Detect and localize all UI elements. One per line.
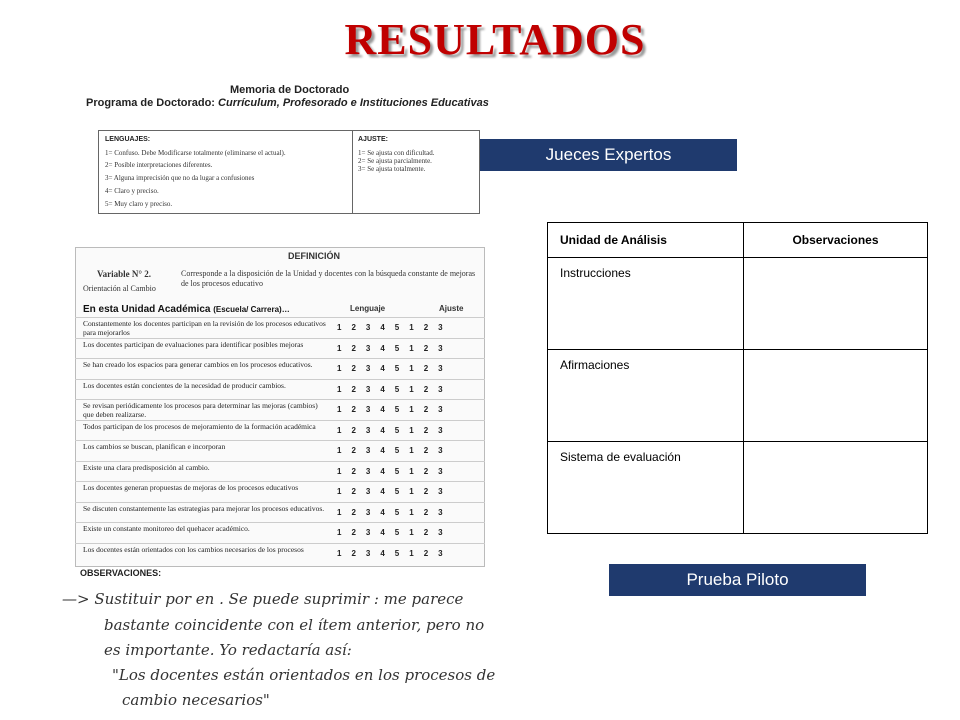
questionnaire-item: Los docentes están concientes de la necesidad de producir cambios. <box>83 380 286 390</box>
row-observation[interactable] <box>744 442 928 534</box>
handwriting-line-4: "Los docentes están orientados en los procesos de <box>112 666 496 684</box>
observaciones-heading: OBSERVACIONES: <box>80 568 162 578</box>
rating-scale: 12345123 <box>337 446 453 455</box>
rating-scale: 12345123 <box>337 384 453 394</box>
handwriting-line-1: —> Sustituir por en . Se puede suprimir : me parece <box>62 590 464 608</box>
scale-legend <box>98 130 480 214</box>
rating-scale: 12345123 <box>337 323 453 332</box>
row-observation[interactable] <box>744 350 928 442</box>
item-divider <box>75 379 485 380</box>
definicion-heading: DEFINICIÓN <box>288 251 341 261</box>
item-divider <box>75 317 485 318</box>
item-divider <box>75 522 485 523</box>
rating-scale: 12345123 <box>337 507 453 517</box>
table-header-row <box>548 223 928 258</box>
rating-scale: 12345123 <box>337 548 453 558</box>
scale-divider <box>352 131 353 213</box>
analysis-table <box>547 222 928 534</box>
item-divider <box>75 338 485 339</box>
memoria-heading: Memoria de Doctorado <box>230 84 350 96</box>
lenguaje-1: 1= Confuso. Debe Modificarse totalmente (eliminarse el actual). <box>105 149 286 157</box>
item-divider <box>75 440 485 441</box>
lenguaje-5: 5= Muy claro y preciso. <box>105 200 173 208</box>
unit-heading <box>83 304 290 315</box>
handwriting-line-5: cambio necesarios" <box>122 691 270 709</box>
table-row <box>548 350 928 442</box>
table-row <box>548 258 928 350</box>
variable-label: Variable N° 2. <box>97 269 152 279</box>
header-observaciones: Observaciones <box>744 223 928 258</box>
lenguaje-2: 2= Posible interpretaciones diferentes. <box>105 161 213 169</box>
row-unit: Instrucciones <box>548 258 744 350</box>
variable-name: Orientación al Cambio <box>83 284 156 293</box>
ajuste-1: 1= Se ajusta con dificultad. <box>358 149 435 157</box>
questionnaire-item: Se discuten constantemente las estrategias para mejorar los procesos educativos. <box>83 503 325 513</box>
program-line <box>86 97 489 109</box>
slide-title: RESULTADOS <box>344 15 646 64</box>
questionnaire-item: Se revisan periódicamente los procesos para determinar las mejoras (cambios) que deben realizarse. <box>83 401 318 419</box>
rating-scale: 12345123 <box>337 487 453 496</box>
rating-scale: 12345123 <box>337 528 453 537</box>
item-divider <box>75 358 485 359</box>
lenguajes-title: LENGUAJES: <box>105 136 151 143</box>
questionnaire-item: Los docentes participan de evaluaciones para identificar posibles mejoras <box>83 339 304 349</box>
variable-description: Corresponde a la disposición de la Unidad y docentes con la búsqueda constante de mejoras de los procesos educativo <box>181 269 476 288</box>
item-divider <box>75 461 485 462</box>
rating-scale: 12345123 <box>337 466 453 476</box>
rating-scale: 12345123 <box>337 425 453 435</box>
prueba-piloto-label: Prueba Piloto <box>609 564 866 596</box>
table-row <box>548 442 928 534</box>
ajuste-3: 3= Se ajusta totalmente. <box>358 165 426 173</box>
ajuste-title: AJUSTE: <box>358 136 388 143</box>
unit-heading-text: En esta Unidad Académica <box>83 304 211 315</box>
handwriting-line-3: es importante. Yo redactaría así: <box>104 641 352 659</box>
row-observation[interactable] <box>744 258 928 350</box>
row-unit: Sistema de evaluación <box>548 442 744 534</box>
questionnaire-item: Se han creado los espacios para generar cambios en los procesos educativos. <box>83 360 313 369</box>
jueces-expertos-label: Jueces Expertos <box>480 139 737 171</box>
program-name: Currículum, Profesorado e Instituciones Educativas <box>218 97 489 109</box>
item-divider <box>75 399 485 400</box>
program-prefix: Programa de Doctorado: <box>86 97 215 109</box>
questionnaire-item: Los docentes están orientados con los cambios necesarios de los procesos <box>83 544 304 554</box>
questionnaire-scan <box>75 247 485 567</box>
item-divider <box>75 420 485 421</box>
header-unidad: Unidad de Análisis <box>548 223 744 258</box>
unit-heading-sub: (Escuela/ Carrera)… <box>213 305 290 314</box>
questionnaire-item: Los cambios se buscan, planifican e incorporan <box>83 442 226 451</box>
item-divider <box>75 543 485 544</box>
row-unit: Afirmaciones <box>548 350 744 442</box>
questionnaire-item: Existe una clara predisposición al cambio. <box>83 462 210 472</box>
ajuste-heading: Ajuste <box>439 304 464 313</box>
item-divider <box>75 481 485 482</box>
questionnaire-item: Existe un constante monitoreo del quehacer académico. <box>83 524 250 533</box>
questionnaire-item: Los docentes generan propuestas de mejoras de los procesos educativos <box>83 483 299 492</box>
lenguaje-heading: Lenguaje <box>350 304 386 313</box>
item-divider <box>75 502 485 503</box>
rating-scale: 12345123 <box>337 364 453 373</box>
questionnaire-item: Todos participan de los procesos de mejoramiento de la formación académica <box>83 421 316 431</box>
rating-scale: 12345123 <box>337 343 453 353</box>
lenguaje-4: 4= Claro y preciso. <box>105 187 159 195</box>
lenguaje-3: 3= Alguna imprecisión que no da lugar a confusiones <box>105 174 255 182</box>
questionnaire-item: Constantemente los docentes participan en la revisión de los procesos educativos para mejorarlos <box>83 319 326 337</box>
ajuste-2: 2= Se ajusta parcialmente. <box>358 157 432 165</box>
rating-scale: 12345123 <box>337 405 453 414</box>
handwriting-line-2: bastante coincidente con el ítem anterior, pero no <box>104 616 485 634</box>
